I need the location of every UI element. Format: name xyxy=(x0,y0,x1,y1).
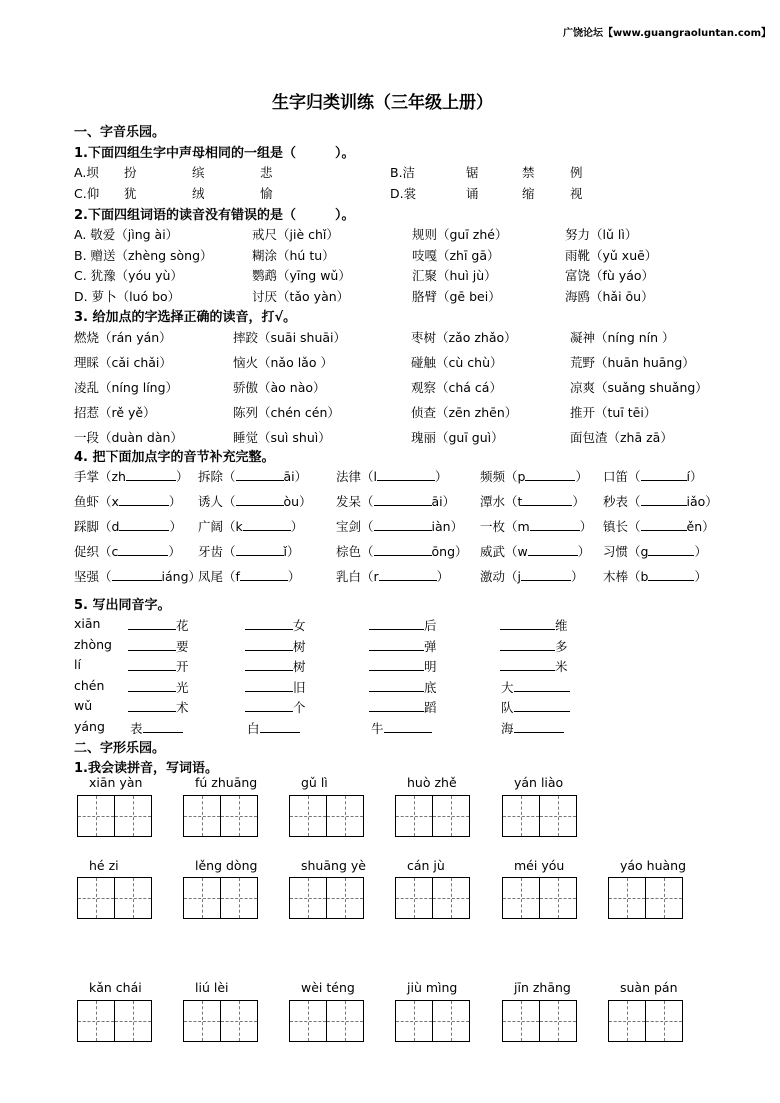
q4-fill-item xyxy=(603,517,715,535)
q5-char: 表 xyxy=(130,720,143,736)
writing-grid[interactable] xyxy=(77,795,152,837)
question-3-label: 3. 给加点的字选择正确的读音，打√。 xyxy=(74,310,297,325)
q4-prefix: 牙齿（ xyxy=(198,544,236,559)
q4-fill-item xyxy=(603,492,718,510)
q4-suffix: í） xyxy=(686,469,703,484)
q2-word-item: 努力（lǔ lì） xyxy=(565,227,638,242)
writing-cell[interactable] xyxy=(539,796,576,836)
q4-blank[interactable] xyxy=(374,543,432,556)
q4-prefix: 诱人（ xyxy=(198,494,236,509)
q4-blank[interactable] xyxy=(379,568,437,581)
q5-pinyin: zhòng xyxy=(74,636,112,652)
q5-fill-item xyxy=(501,719,564,737)
q6-pinyin: fú zhuāng xyxy=(195,775,258,790)
q4-fill-item xyxy=(480,542,590,560)
q6-pinyin: kǎn chái xyxy=(89,980,142,995)
writing-cell[interactable] xyxy=(78,1001,114,1041)
q6-pinyin: lěng dòng xyxy=(195,858,258,873)
q4-prefix: 习惯（g xyxy=(603,544,649,559)
q4-suffix: ） xyxy=(570,569,584,584)
q4-fill-item xyxy=(198,492,312,510)
q5-blank[interactable] xyxy=(128,658,176,671)
q2-word-item: B. 赠送（zhèng sòng） xyxy=(74,247,213,263)
q4-fill-item xyxy=(603,467,703,485)
q4-blank[interactable] xyxy=(243,518,291,531)
q2-word-item: 汇聚（huì jù） xyxy=(412,268,497,283)
q4-blank[interactable] xyxy=(240,568,288,581)
q5-fill-item xyxy=(369,616,437,634)
q6-pinyin: liú lèi xyxy=(195,980,229,995)
q4-blank[interactable] xyxy=(648,543,694,556)
q4-prefix: 广阔（k xyxy=(198,519,243,534)
q5-blank[interactable] xyxy=(369,699,424,712)
q5-fill-item xyxy=(500,657,568,675)
q2-word-item: 胳臂（gē bei） xyxy=(412,288,501,304)
writing-cell[interactable] xyxy=(78,796,114,836)
q4-blank[interactable] xyxy=(525,468,575,481)
q4-fill-item xyxy=(336,467,448,485)
q5-char: 要 xyxy=(176,638,189,654)
q5-char: 术 xyxy=(176,700,189,715)
q3-word-item: 观察（chá cá） xyxy=(411,380,502,395)
q5-blank[interactable] xyxy=(143,720,183,733)
q4-prefix: 乳白（r xyxy=(336,569,379,584)
q4-blank[interactable] xyxy=(641,468,687,481)
q4-suffix: āi） xyxy=(431,494,456,509)
q4-fill-item xyxy=(74,467,189,485)
writing-cell[interactable] xyxy=(503,796,539,836)
writing-grid[interactable] xyxy=(183,795,258,837)
q5-char: 白 xyxy=(247,720,260,736)
q4-prefix: 潭水（t xyxy=(480,494,523,509)
q4-prefix: 踩脚（d xyxy=(74,519,120,534)
q4-blank[interactable] xyxy=(119,493,169,506)
q5-fill-item xyxy=(371,719,432,737)
q5-char: 后 xyxy=(424,618,437,633)
q3-word-item: 睡觉（suì shuì） xyxy=(233,430,331,445)
q5-char: 旧 xyxy=(293,679,306,695)
q5-fill-item xyxy=(245,637,306,655)
q4-prefix: 频频（p xyxy=(480,469,526,484)
writing-cell[interactable] xyxy=(539,1001,576,1041)
writing-grid[interactable] xyxy=(289,877,364,919)
q2-word-item: D. 萝卜（luó bo） xyxy=(74,288,181,304)
q4-fill-item xyxy=(198,467,307,485)
q4-suffix: ） xyxy=(434,469,448,484)
q5-pinyin: chén xyxy=(74,677,105,693)
writing-cell[interactable] xyxy=(539,878,576,918)
q6-pinyin: jīn zhāng xyxy=(514,980,571,995)
writing-grid[interactable] xyxy=(77,877,152,919)
q4-fill-item xyxy=(480,492,585,510)
q5-pinyin: yáng xyxy=(74,718,105,734)
q3-word-item: 燃烧（rán yán） xyxy=(74,330,172,345)
q5-fill-item xyxy=(500,637,568,655)
writing-cell[interactable] xyxy=(78,878,114,918)
writing-cell[interactable] xyxy=(396,796,432,836)
writing-cell[interactable] xyxy=(326,878,363,918)
question-6-label: 1.我会读拼音，写词语。 xyxy=(74,761,218,776)
q3-word-item: 推开（tuī tēi） xyxy=(570,405,657,420)
q5-char: 蹈 xyxy=(424,700,437,715)
q4-fill-item xyxy=(480,467,588,485)
writing-cell[interactable] xyxy=(396,878,432,918)
q4-blank[interactable] xyxy=(119,518,169,531)
q4-blank[interactable] xyxy=(521,568,571,581)
q4-fill-item xyxy=(603,542,707,560)
q2-word-item: 规则（guī zhé） xyxy=(412,227,508,242)
q3-word-item: 荒野（huān huāng） xyxy=(570,355,695,370)
q3-word-item: 凝神（níng nín ） xyxy=(570,330,675,345)
q2-word-item: A. 敬爱（jìng ài） xyxy=(74,227,179,242)
q5-blank[interactable] xyxy=(384,720,432,733)
q4-blank[interactable] xyxy=(648,568,694,581)
q4-fill-item xyxy=(74,542,181,560)
q4-prefix: 拆除（ xyxy=(198,469,236,484)
q5-char: 树 xyxy=(293,659,306,674)
q4-blank[interactable] xyxy=(641,518,687,531)
q5-fill-item xyxy=(128,657,189,675)
q5-fill-item xyxy=(128,678,189,696)
writing-grid[interactable] xyxy=(183,1000,258,1042)
q6-pinyin: cán jù xyxy=(407,858,445,873)
q2-word-item: C. 犹豫（yóu yù） xyxy=(74,268,183,283)
q5-blank[interactable] xyxy=(369,617,424,630)
q4-prefix: 鱼虾（x xyxy=(74,494,119,509)
q4-suffix: ） xyxy=(168,494,182,509)
q4-prefix: 促织（c xyxy=(74,544,119,559)
q6-pinyin: hé zi xyxy=(89,858,119,873)
writing-grid[interactable] xyxy=(395,1000,470,1042)
writing-cell[interactable] xyxy=(290,1001,326,1041)
q5-char: 明 xyxy=(424,659,437,674)
q4-blank[interactable] xyxy=(236,468,284,481)
q4-fill-item xyxy=(198,517,303,535)
section-heading-pronunciation: 一、字音乐园。 xyxy=(74,125,166,140)
q5-blank[interactable] xyxy=(500,617,555,630)
q5-blank[interactable] xyxy=(514,699,570,712)
q5-blank[interactable] xyxy=(245,658,293,671)
q5-char: 女 xyxy=(293,618,306,633)
writing-cell[interactable] xyxy=(609,1001,645,1041)
writing-cell[interactable] xyxy=(114,796,151,836)
writing-grid[interactable] xyxy=(77,1000,152,1042)
writing-grid[interactable] xyxy=(289,795,364,837)
q5-blank[interactable] xyxy=(128,638,176,651)
q4-suffix: ） xyxy=(694,569,707,584)
q4-fill-item xyxy=(74,492,181,510)
writing-grid[interactable] xyxy=(289,1000,364,1042)
q5-blank[interactable] xyxy=(514,720,564,733)
q5-fill-item xyxy=(245,698,306,716)
q3-word-item: 面包渣（zhā zā） xyxy=(570,430,673,445)
q5-fill-item xyxy=(130,719,183,737)
q4-prefix: 激动（j xyxy=(480,569,521,584)
q4-suffix: òu） xyxy=(283,494,312,509)
q5-fill-item xyxy=(500,616,568,634)
q4-blank[interactable] xyxy=(530,518,580,531)
q4-prefix: 宝剑（ xyxy=(336,519,374,534)
q2-word-item: 海鸥（hǎi ōu） xyxy=(565,288,654,304)
q4-prefix: 镇长（ xyxy=(603,519,641,534)
site-header: 广饶论坛【www.guangraoluntan.com】 xyxy=(563,28,772,39)
q4-prefix: 棕色（ xyxy=(336,544,374,559)
q4-suffix: ） xyxy=(436,569,450,584)
q5-blank[interactable] xyxy=(245,638,293,651)
q3-word-item: 骄傲（ào nào） xyxy=(233,380,326,395)
writing-cell[interactable] xyxy=(114,1001,151,1041)
q4-fill-item xyxy=(603,567,707,585)
writing-cell[interactable] xyxy=(184,1001,220,1041)
q4-prefix: 法律（l xyxy=(336,469,377,484)
q5-char: 队 xyxy=(501,700,514,715)
q4-fill-item xyxy=(74,517,182,535)
q5-blank[interactable] xyxy=(369,679,424,692)
q4-suffix: ǐ） xyxy=(283,544,300,559)
writing-grid[interactable] xyxy=(608,877,683,919)
writing-cell[interactable] xyxy=(645,878,682,918)
q5-char: 海 xyxy=(501,720,514,736)
writing-cell[interactable] xyxy=(396,1001,432,1041)
q4-blank[interactable] xyxy=(126,468,176,481)
writing-grid[interactable] xyxy=(502,877,577,919)
page-title: 生字归类训练（三年级上册） xyxy=(272,93,493,113)
writing-cell[interactable] xyxy=(326,796,363,836)
q4-blank[interactable] xyxy=(641,493,687,506)
q4-prefix: 口笛（ xyxy=(603,469,641,484)
question-4-label: 4. 把下面加点字的音节补充完整。 xyxy=(74,450,275,465)
q4-prefix: 发呆（ xyxy=(336,494,374,509)
q5-pinyin: lí xyxy=(74,657,81,672)
q4-prefix: 一枚（m xyxy=(480,519,530,534)
q4-prefix: 坚强（ xyxy=(74,569,112,584)
q5-blank[interactable] xyxy=(128,679,176,692)
q5-char: 牛 xyxy=(371,720,384,736)
writing-cell[interactable] xyxy=(114,878,151,918)
q4-suffix: ） xyxy=(175,469,189,484)
writing-cell[interactable] xyxy=(645,1001,682,1041)
section-heading-shape: 二、字形乐园。 xyxy=(74,741,166,756)
q4-fill-item xyxy=(336,492,455,510)
q4-suffix: ） xyxy=(168,544,181,559)
q4-prefix: 手掌（zh xyxy=(74,469,126,484)
q5-fill-item xyxy=(245,678,306,696)
q4-fill-item xyxy=(198,567,300,585)
writing-grid[interactable] xyxy=(183,877,258,919)
writing-grid[interactable] xyxy=(502,795,577,837)
q3-word-item: 一段（duàn dàn） xyxy=(74,430,183,445)
writing-cell[interactable] xyxy=(184,796,220,836)
q4-prefix: 凤尾（f xyxy=(198,569,240,584)
question-2-label: 2.下面四组词语的读音没有错误的是（ ）。 xyxy=(74,208,355,223)
q5-char: 大 xyxy=(501,679,514,695)
q5-blank[interactable] xyxy=(245,699,293,712)
writing-cell[interactable] xyxy=(432,878,469,918)
q5-blank[interactable] xyxy=(500,638,555,651)
q4-suffix: iáng） xyxy=(161,569,202,584)
q3-word-item: 凌乱（níng líng） xyxy=(74,380,179,395)
q5-blank[interactable] xyxy=(369,638,424,651)
q5-char: 花 xyxy=(176,618,189,633)
q4-fill-item xyxy=(480,567,584,585)
q5-pinyin: xiān xyxy=(74,616,101,631)
q3-word-item: 招惹（rě yě） xyxy=(74,405,156,420)
writing-grid[interactable] xyxy=(395,877,470,919)
q6-pinyin: shuāng yè xyxy=(301,858,366,873)
q4-suffix: ěn） xyxy=(686,519,715,534)
q3-word-item: 陈列（chén cén） xyxy=(233,405,340,420)
writing-cell[interactable] xyxy=(184,878,220,918)
q4-suffix: ōng） xyxy=(431,544,468,559)
writing-grid[interactable] xyxy=(608,1000,683,1042)
q4-blank[interactable] xyxy=(528,543,578,556)
q5-fill-item xyxy=(501,698,570,716)
q4-prefix: 木棒（b xyxy=(603,569,649,584)
q5-char: 开 xyxy=(176,659,189,674)
q4-suffix: iǎo） xyxy=(686,494,718,509)
q4-fill-item xyxy=(74,567,201,585)
q3-word-item: 理睬（cǎi chǎi） xyxy=(74,355,172,370)
q6-pinyin: yán liào xyxy=(514,775,564,790)
q5-fill-item xyxy=(369,657,437,675)
writing-cell[interactable] xyxy=(503,878,539,918)
q4-fill-item xyxy=(480,517,592,535)
q5-blank[interactable] xyxy=(128,617,176,630)
q5-char: 光 xyxy=(176,679,189,695)
q5-char: 维 xyxy=(555,618,568,633)
q5-blank[interactable] xyxy=(245,617,293,630)
q6-pinyin: jiù mìng xyxy=(407,980,458,995)
q5-blank[interactable] xyxy=(369,658,424,671)
q6-pinyin: méi yóu xyxy=(514,858,565,873)
q2-word-item: 富饶（fù yáo） xyxy=(565,268,655,283)
q4-blank[interactable] xyxy=(374,518,432,531)
q4-suffix: ） xyxy=(287,569,301,584)
q5-char: 个 xyxy=(293,700,306,715)
writing-cell[interactable] xyxy=(432,1001,469,1041)
q3-word-item: 枣树（zǎo zhǎo） xyxy=(411,330,517,345)
q4-suffix: ） xyxy=(579,519,593,534)
writing-cell[interactable] xyxy=(503,1001,539,1041)
q6-pinyin: yáo huàng xyxy=(620,858,687,873)
q5-pinyin: wǔ xyxy=(74,698,93,713)
writing-cell[interactable] xyxy=(290,796,326,836)
q3-word-item: 侦查（zēn zhēn） xyxy=(411,405,518,420)
question-1-label: 1.下面四组生字中声母相同的一组是（ ）。 xyxy=(74,146,355,161)
q4-fill-item xyxy=(336,542,468,560)
q3-word-item: 碰触（cù chù） xyxy=(411,355,503,370)
q3-word-item: 恼火（nǎo lǎo ） xyxy=(233,355,333,370)
q6-pinyin: huò zhě xyxy=(407,775,457,790)
q4-suffix: ） xyxy=(575,469,588,484)
writing-cell[interactable] xyxy=(220,1001,257,1041)
question-5-label: 5. 写出同音字。 xyxy=(74,598,171,613)
q5-char: 米 xyxy=(555,659,568,674)
q4-blank[interactable] xyxy=(118,543,168,556)
q5-fill-item xyxy=(245,616,306,634)
q4-blank[interactable] xyxy=(236,543,284,556)
q5-blank[interactable] xyxy=(260,720,300,733)
q4-blank[interactable] xyxy=(236,493,284,506)
q5-fill-item xyxy=(128,637,189,655)
q4-suffix: ） xyxy=(572,494,585,509)
q4-suffix: iàn） xyxy=(431,519,464,534)
q3-word-item: 摔跤（suāi shuāi） xyxy=(233,330,347,345)
q4-fill-item xyxy=(198,542,300,560)
q5-fill-item xyxy=(369,637,437,655)
q5-fill-item xyxy=(128,616,189,634)
q5-fill-item xyxy=(245,657,306,675)
q5-fill-item xyxy=(128,698,189,716)
writing-cell[interactable] xyxy=(220,796,257,836)
q2-word-item: 雨靴（yǔ xuē） xyxy=(565,247,658,263)
q4-blank[interactable] xyxy=(374,493,432,506)
q4-prefix: 秒表（ xyxy=(603,494,641,509)
q5-fill-item xyxy=(369,698,437,716)
writing-grid[interactable] xyxy=(502,1000,577,1042)
q5-blank[interactable] xyxy=(514,679,570,692)
q2-word-item: 吱嘎（zhī gā） xyxy=(412,247,500,263)
q6-pinyin: xiān yàn xyxy=(89,775,143,790)
q2-word-item: 鹦鹉（yīng wǔ） xyxy=(252,268,351,283)
q3-word-item: 凉爽（suǎng shuǎng） xyxy=(570,380,708,395)
writing-cell[interactable] xyxy=(220,878,257,918)
q5-char: 弹 xyxy=(424,638,437,654)
q5-blank[interactable] xyxy=(245,679,293,692)
writing-cell[interactable] xyxy=(432,796,469,836)
writing-cell[interactable] xyxy=(326,1001,363,1041)
q5-char: 多 xyxy=(555,638,568,654)
q4-suffix: ） xyxy=(290,519,304,534)
writing-cell[interactable] xyxy=(290,878,326,918)
q6-pinyin: suàn pán xyxy=(620,980,678,995)
q2-word-item: 糊涂（hú tu） xyxy=(252,247,335,263)
writing-grid[interactable] xyxy=(395,795,470,837)
q5-char: 树 xyxy=(293,638,306,654)
q6-pinyin: gǔ lì xyxy=(301,775,328,790)
writing-cell[interactable] xyxy=(609,878,645,918)
q4-suffix: ） xyxy=(694,544,707,559)
q5-char: 底 xyxy=(424,679,437,695)
q4-blank[interactable] xyxy=(522,493,572,506)
q5-fill-item xyxy=(247,719,300,737)
q6-pinyin: wèi téng xyxy=(301,980,355,995)
q5-fill-item xyxy=(501,678,570,696)
q5-blank[interactable] xyxy=(128,699,176,712)
q2-word-item: 讨厌（tǎo yàn） xyxy=(252,288,350,304)
q4-blank[interactable] xyxy=(112,568,162,581)
q4-suffix: ） xyxy=(577,544,591,559)
q3-word-item: 瑰丽（guī guì） xyxy=(411,430,504,445)
q4-fill-item xyxy=(336,517,463,535)
q5-blank[interactable] xyxy=(500,658,555,671)
q4-suffix: ） xyxy=(169,519,182,534)
q2-word-item: 戒尺（jiè chǐ） xyxy=(252,227,339,242)
q5-fill-item xyxy=(369,678,437,696)
q4-blank[interactable] xyxy=(377,468,435,481)
q4-suffix: āi） xyxy=(283,469,308,484)
q4-fill-item xyxy=(336,567,449,585)
q4-prefix: 威武（w xyxy=(480,544,528,559)
